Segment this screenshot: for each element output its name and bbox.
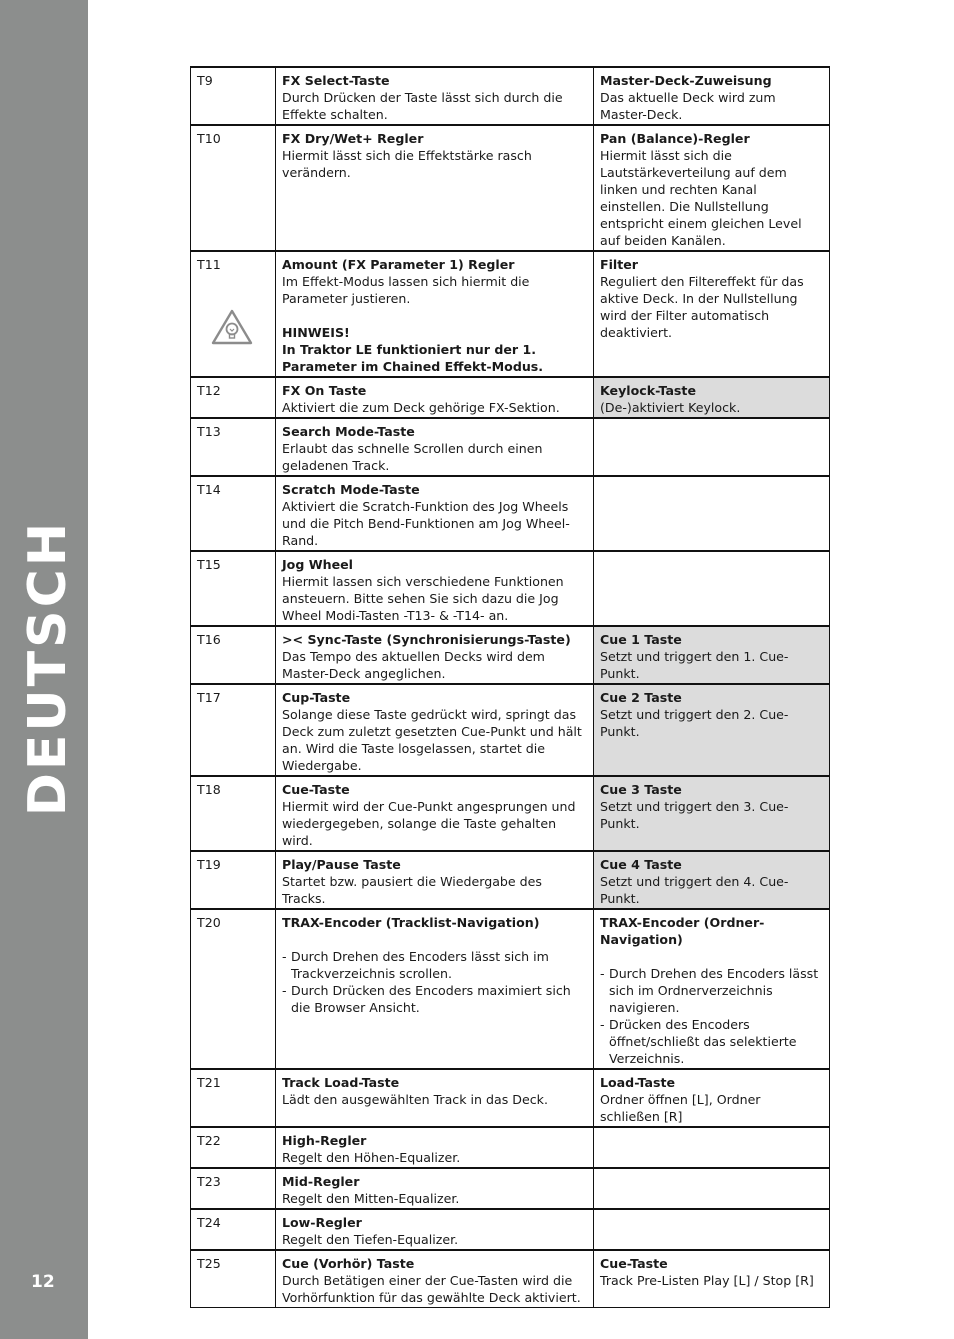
function-description: Durch Drücken der Taste lässt sich durch die Effekte schalten. <box>282 90 563 122</box>
table-row <box>191 1168 830 1209</box>
main-function-cell <box>276 418 594 476</box>
function-title: Cue 4 Taste <box>600 857 682 872</box>
control-id: T19 <box>191 851 276 909</box>
main-function-cell <box>276 476 594 551</box>
shift-function-cell <box>594 476 830 551</box>
function-description: Das aktuelle Deck wird zum Master-Deck. <box>600 90 776 122</box>
list-item: - Durch Drehen des Encoders lässt sich im Ordnerverzeichnis navigieren. <box>600 965 823 1016</box>
shift-function-cell <box>594 1209 830 1250</box>
shift-function-cell <box>594 551 830 626</box>
main-function-cell <box>276 1209 594 1250</box>
function-description: Lädt den ausgewählten Track in das Deck. <box>282 1092 548 1107</box>
function-description: Aktiviert die Scratch-Funktion des Jog Wheels und die Pitch Bend-Funktionen am Jog Wheel-Rand. <box>282 499 570 548</box>
shift-function-cell <box>594 1127 830 1168</box>
function-title: Play/Pause Taste <box>282 857 401 872</box>
control-id: T22 <box>191 1127 276 1168</box>
function-description: Setzt und triggert den 4. Cue-Punkt. <box>600 874 789 906</box>
function-description: Im Effekt-Modus lassen sich hiermit die Parameter justieren. <box>282 274 530 306</box>
function-title: FX On Taste <box>282 383 367 398</box>
table-row <box>191 684 830 776</box>
function-title: Jog Wheel <box>282 557 353 572</box>
list-item: - Drücken des Encoders öffnet/schließt das selektierte Verzeichnis. <box>600 1016 823 1067</box>
function-title: Cue (Vorhör) Taste <box>282 1256 415 1271</box>
control-id-label: T11 <box>197 257 221 272</box>
control-id: T18 <box>191 776 276 851</box>
control-id: T15 <box>191 551 276 626</box>
control-id: T17 <box>191 684 276 776</box>
function-title: FX Dry/Wet+ Regler <box>282 131 424 146</box>
main-function-cell <box>276 1069 594 1127</box>
function-description: Track Pre-Listen Play [L] / Stop [R] <box>600 1273 814 1288</box>
table-row <box>191 1069 830 1127</box>
shift-function-cell <box>594 377 830 418</box>
function-description: Setzt und triggert den 1. Cue-Punkt. <box>600 649 789 681</box>
control-id: T16 <box>191 626 276 684</box>
function-title: High-Regler <box>282 1133 367 1148</box>
function-description: Reguliert den Filtereffekt für das aktive Deck. In der Nullstellung wird der Filter automatisch deaktiviert. <box>600 274 804 340</box>
note-text: In Traktor LE funktioniert nur der 1. Parameter im Chained Effekt-Modus. <box>282 342 544 374</box>
function-title: TRAX-Encoder (Tracklist-Navigation) <box>282 915 540 930</box>
controls-table <box>190 66 830 1308</box>
main-function-cell <box>276 377 594 418</box>
shift-function-cell <box>594 125 830 251</box>
table-row <box>191 909 830 1069</box>
table-row <box>191 776 830 851</box>
function-description: Aktiviert die zum Deck gehörige FX-Sektion. <box>282 400 560 415</box>
main-function-cell <box>276 909 594 1069</box>
language-sidebar <box>0 0 88 1339</box>
table-row <box>191 1250 830 1308</box>
function-description: Durch Betätigen einer der Cue-Tasten wird die Vorhörfunktion für das gewählte Deck aktiviert. <box>282 1273 581 1305</box>
function-title: FX Select-Taste <box>282 73 390 88</box>
control-id: T14 <box>191 476 276 551</box>
function-title: Track Load-Taste <box>282 1075 400 1090</box>
main-function-cell <box>276 67 594 125</box>
function-description: Regelt den Höhen-Equalizer. <box>282 1150 461 1165</box>
function-description: Hiermit lassen sich verschiedene Funktionen ansteuern. Bitte sehen Sie sich dazu die Jog Wheel Modi-Tasten -T13- & -T14- an. <box>282 574 564 623</box>
table-row <box>191 1209 830 1250</box>
function-description: Startet bzw. pausiert die Wiedergabe des Tracks. <box>282 874 542 906</box>
main-function-cell <box>276 851 594 909</box>
control-id: T23 <box>191 1168 276 1209</box>
function-title: Load-Taste <box>600 1075 676 1090</box>
function-title: Master-Deck-Zuweisung <box>600 73 772 88</box>
page-number: 12 <box>31 1272 55 1292</box>
function-bullet-list <box>282 948 587 1016</box>
table-row <box>191 851 830 909</box>
function-description: Setzt und triggert den 3. Cue-Punkt. <box>600 799 789 831</box>
function-title: Cue 1 Taste <box>600 632 682 647</box>
main-function-cell <box>276 626 594 684</box>
table-row <box>191 377 830 418</box>
function-title: Search Mode-Taste <box>282 424 415 439</box>
control-id: T10 <box>191 125 276 251</box>
function-title: Low-Regler <box>282 1215 362 1230</box>
main-function-cell <box>276 776 594 851</box>
shift-function-cell <box>594 851 830 909</box>
main-function-cell <box>276 1168 594 1209</box>
function-title: TRAX-Encoder (Ordner-Navigation) <box>600 915 765 947</box>
table-row <box>191 476 830 551</box>
main-function-cell <box>276 125 594 251</box>
main-function-cell <box>276 1127 594 1168</box>
control-id: T25 <box>191 1250 276 1308</box>
function-description: Solange diese Taste gedrückt wird, springt das Deck zum zuletzt gesetzten Cue-Punkt und hält an. Wird die Taste losgelassen, startet die Wiedergabe. <box>282 707 582 773</box>
control-id: T24 <box>191 1209 276 1250</box>
shift-function-cell <box>594 776 830 851</box>
control-id: T12 <box>191 377 276 418</box>
shift-function-cell <box>594 626 830 684</box>
main-function-cell <box>276 251 594 377</box>
shift-function-cell <box>594 1168 830 1209</box>
main-function-cell <box>276 551 594 626</box>
function-title: Cue 3 Taste <box>600 782 682 797</box>
control-id: T13 <box>191 418 276 476</box>
control-id <box>191 251 276 377</box>
function-title: Keylock-Taste <box>600 383 696 398</box>
function-title: Cue-Taste <box>600 1256 668 1271</box>
main-function-cell <box>276 684 594 776</box>
control-id: T9 <box>191 67 276 125</box>
function-description: Setzt und triggert den 2. Cue-Punkt. <box>600 707 789 739</box>
shift-function-cell <box>594 251 830 377</box>
table-row <box>191 1127 830 1168</box>
function-description: Das Tempo des aktuellen Decks wird dem Master-Deck angeglichen. <box>282 649 545 681</box>
function-title: Amount (FX Parameter 1) Regler <box>282 257 515 272</box>
control-id: T20 <box>191 909 276 1069</box>
table-row <box>191 626 830 684</box>
function-description: Ordner öffnen [L], Ordner schließen [R] <box>600 1092 761 1124</box>
shift-function-cell <box>594 418 830 476</box>
list-item: - Durch Drehen des Encoders lässt sich im Trackverzeichnis scrollen. <box>282 948 587 982</box>
function-title: Mid-Regler <box>282 1174 360 1189</box>
table-row <box>191 67 830 125</box>
table-row <box>191 251 830 377</box>
function-title: Cue-Taste <box>282 782 350 797</box>
function-title: >< Sync-Taste (Synchronisierungs-Taste) <box>282 632 571 647</box>
function-description: Hiermit lässt sich die Lautstärkeverteilung auf dem linken und rechten Kanal einstellen. Die Nullstellung entspricht einem gleichen Level auf beiden Kanälen. <box>600 148 802 248</box>
main-function-cell <box>276 1250 594 1308</box>
function-description: Regelt den Tiefen-Equalizer. <box>282 1232 459 1247</box>
function-description: Hiermit lässt sich die Effektstärke rasch verändern. <box>282 148 532 180</box>
function-title: Filter <box>600 257 639 272</box>
shift-function-cell <box>594 1250 830 1308</box>
function-bullet-list <box>600 965 823 1067</box>
language-label: DEUTSCH <box>18 519 78 817</box>
shift-function-cell <box>594 684 830 776</box>
function-title: Cue 2 Taste <box>600 690 682 705</box>
shift-function-cell <box>594 909 830 1069</box>
function-description: Regelt den Mitten-Equalizer. <box>282 1191 460 1206</box>
table-row <box>191 551 830 626</box>
shift-function-cell <box>594 1069 830 1127</box>
function-title: Scratch Mode-Taste <box>282 482 420 497</box>
function-description: (De-)aktiviert Keylock. <box>600 400 741 415</box>
note-title: HINWEIS! <box>282 325 350 340</box>
list-item: - Durch Drücken des Encoders maximiert sich die Browser Ansicht. <box>282 982 587 1016</box>
function-title: Cup-Taste <box>282 690 351 705</box>
function-description: Erlaubt das schnelle Scrollen durch einen geladenen Track. <box>282 441 543 473</box>
warning-icon <box>211 309 269 349</box>
table-row <box>191 418 830 476</box>
shift-function-cell <box>594 67 830 125</box>
function-title: Pan (Balance)-Regler <box>600 131 750 146</box>
control-id: T21 <box>191 1069 276 1127</box>
table-row <box>191 125 830 251</box>
function-description: Hiermit wird der Cue-Punkt angesprungen und wiedergegeben, solange die Taste gehalten wird. <box>282 799 576 848</box>
